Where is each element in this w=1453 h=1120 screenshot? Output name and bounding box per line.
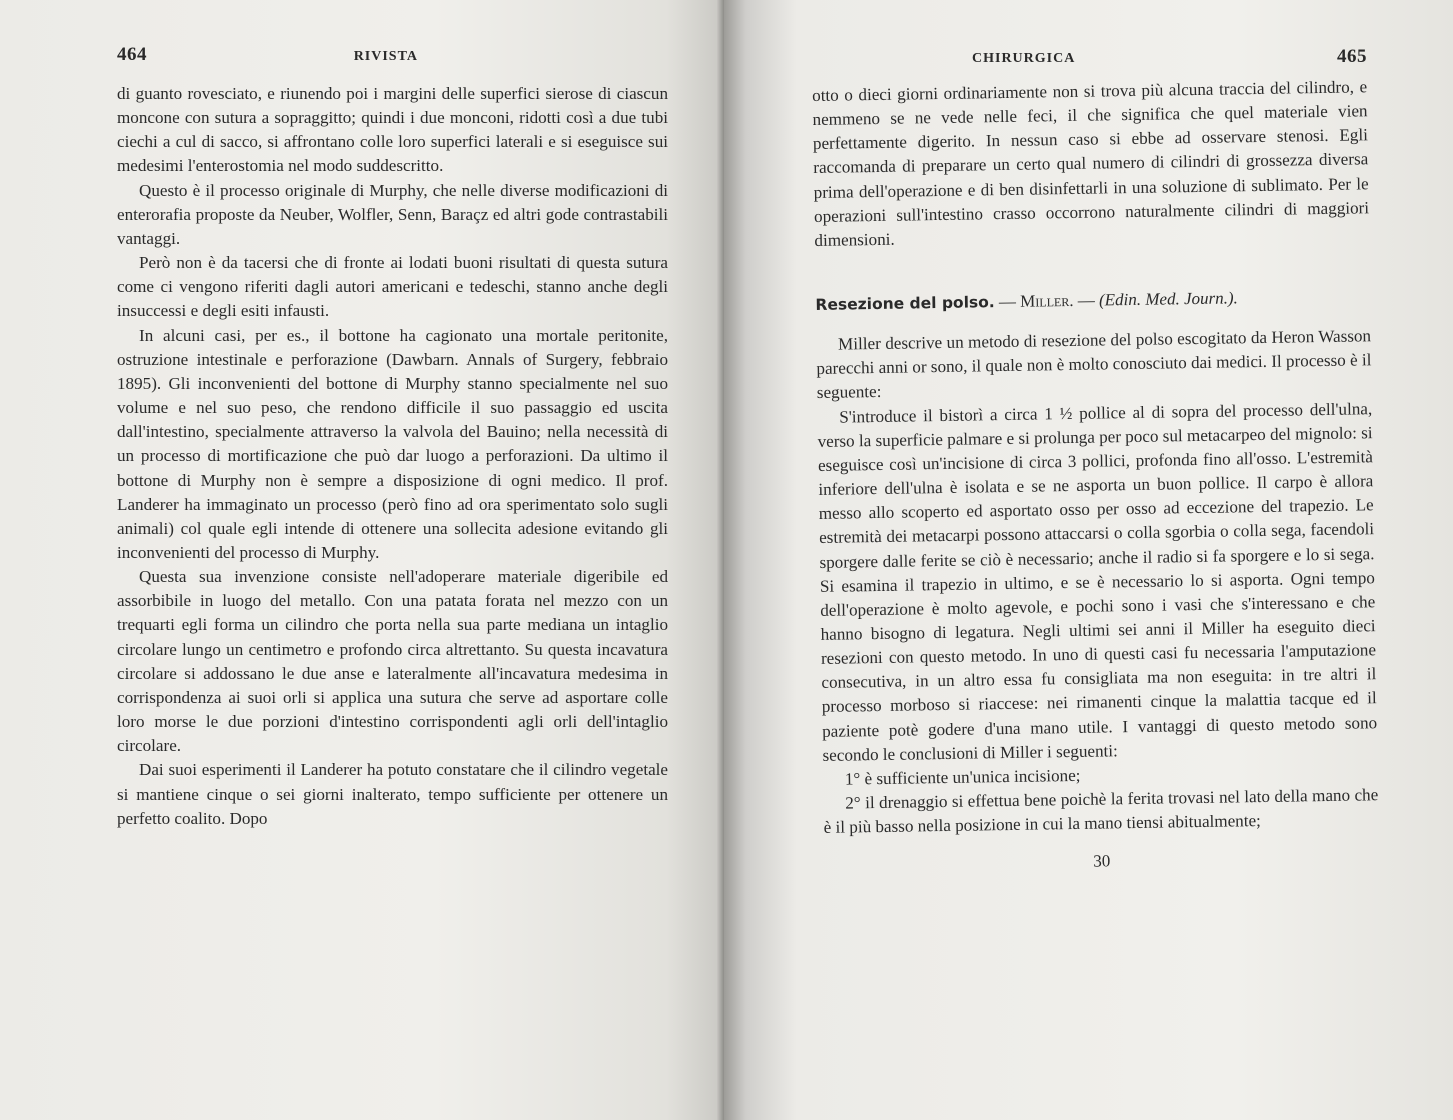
left-page-header — [117, 44, 668, 74]
section-heading — [815, 284, 1370, 317]
right-page-body — [812, 75, 1379, 876]
left-page — [0, 0, 724, 1120]
page-number: 465 — [1337, 46, 1367, 67]
section-author: Miller. — [1020, 291, 1074, 311]
right-page-header — [812, 46, 1367, 76]
separator: — — [1073, 290, 1100, 311]
paragraph: S'introduce il bistorì a circa 1 ½ pollice al di sopra del processo dell'ulna, verso la superficie palmare e si prolunga per poco sul metacarpeo del mignolo: si eseguisce così un'incisione di circa 3 pollici, profonda fino all'osso. L'estremità inferiore dell'ulna è isolata e se ne asporta un buon pollice. Il carpo è allora messo allo scoperto ed asportato osso per osso ad eccezione del trapezio. Le estremità dei metacarpi possono attaccarsi o colla sgorbia o colla sega, facendoli sporgere dalle ferite se ciò è necessario; anche il radio si fa sporgere e lo si sega. Si esamina il trapezio in ultimo, e se è necessario lo si asporta. Ogni tempo dell'operazione è molto agevole, e pochi sono i vasi che s'interessano e che hanno bisogno di legatura. Negli ultimi sei anni il Miller ha eseguito dieci resezioni con questo metodo. In uno di questi casi fu necessaria l'amputazione consecutiva, in un altro essa fu consigliata ma non eseguita: in tre altri il processo morboso si riaccese: nei rimanenti cinque la malattia tacque ed il paziente potè godere d'una mano utile. I vantaggi di questo metodo sono secondo le conclusioni di Miller i seguenti: — [817, 398, 1378, 765]
paragraph: Questa sua invenzione consiste nell'adoperare materiale digeribile ed assorbibile in luogo del metallo. Con una patata forata nel mezzo con un trequarti egli forma un cilindro che porta nella sua parte mediana un intaglio circolare lungo un centimetro e profondo circa altrettanto. Su questa incavatura circolare si addossano le due anse e lateralmente all'incavatura medesima in corrispondenza ai suoi orli si applica una sutura che serve ad asportare colle loro morse le due porzioni d'intestino corrispondenti agli orli dell'intaglio circolare. — [117, 567, 668, 756]
paragraph: 1° è sufficiente un'unica incisione; — [844, 765, 1081, 789]
paragraph: di guanto rovesciato, e riunendo poi i margini delle superfici sierose di ciascun moncone con sutura a sopraggitto; quindi i due monconi, ridotti così a due tubi ciechi a cul di sacco, si affrontano colle loro superfici laterali e si eseguisce sui medesimi l'enterostomia nel modo suddescritto. — [117, 84, 668, 176]
paragraph: Però non è da tacersi che di fronte ai lodati buoni risultati di questa sutura come ci vengono riferiti dagli autori americani e tedeschi, stanno anche degli insuccessi e degli esiti infausti. — [117, 253, 668, 321]
paragraph: otto o dieci giorni ordinariamente non si trova più alcuna traccia del cilindro, e nemmeno se ne vede nelle feci, il che significa che quel materiale vien perfettamente digerito. In nessun caso si ebbe ad osservare stenosi. Egli raccomanda di preparare un certo qual numero di cilindri di grossezza diversa prima dell'operazione e di ben disinfettarli in una soluzione di sublimato. Per le operazioni sull'intestino crasso occorrono naturalmente cilindri di maggiori dimensioni. — [812, 77, 1370, 250]
page-number: 464 — [117, 44, 147, 65]
paragraph: Miller descrive un metodo di resezione del polso escogitato da Heron Wasson parecchi anni or sono, il quale non è molto conosciuto dai medici. Il processo è il seguente: — [816, 326, 1372, 403]
paragraph: Dai suoi esperimenti il Landerer ha potuto constatare che il cilindro vegetale si mantiene cinque o sei giorni inalterato, tempo sufficiente per ottenere un perfetto coalito. Dopo — [117, 760, 668, 828]
left-page-body — [117, 82, 668, 831]
section-title: Resezione del polso. — [815, 293, 995, 315]
paragraph: 2° il drenaggio si effettua bene poichè la ferita trovasi nel lato della mano che è il più basso nella posizione in cui la mano tiensi abitualmente; — [823, 785, 1379, 838]
section-source: (Edin. Med. Journ.). — [1098, 288, 1238, 310]
running-head: RIVISTA — [353, 49, 418, 64]
running-head: CHIRURGICA — [972, 51, 1076, 66]
signature-mark: 30 — [1093, 851, 1111, 872]
separator: — — [994, 291, 1021, 312]
paragraph: Questo è il processo originale di Murphy, che nelle diverse modificazioni di enterorafia proposte da Neuber, Wolfler, Senn, Baraçz ed altri gode contrastabili vantaggi. — [117, 180, 668, 248]
right-page — [724, 0, 1453, 1120]
paragraph: In alcuni casi, per es., il bottone ha cagionato una mortale peritonite, ostruzione intestinale e perforazione (Dawbarn. Annals of Surgery, febbraio 1895). Gli inconvenienti del bottone di Murphy stanno specialmente nel suo volume e nel suo peso, che rendono difficile il suo passaggio ed uscita dall'intestino, specialmente attraverso la valvola del Bauino; nella necessità di un processo di mortificazione che può dar luogo a perforazioni. Da ultimo il bottone di Murphy non è sempre a disposizione di ogni medico. Il prof. Landerer ha immaginato un processo (però fino ad ora sperimentato solo sugli animali) col quale egli intende di ottenere una sollecita adesione evitando gli inconvenienti del processo di Murphy. — [117, 325, 668, 562]
